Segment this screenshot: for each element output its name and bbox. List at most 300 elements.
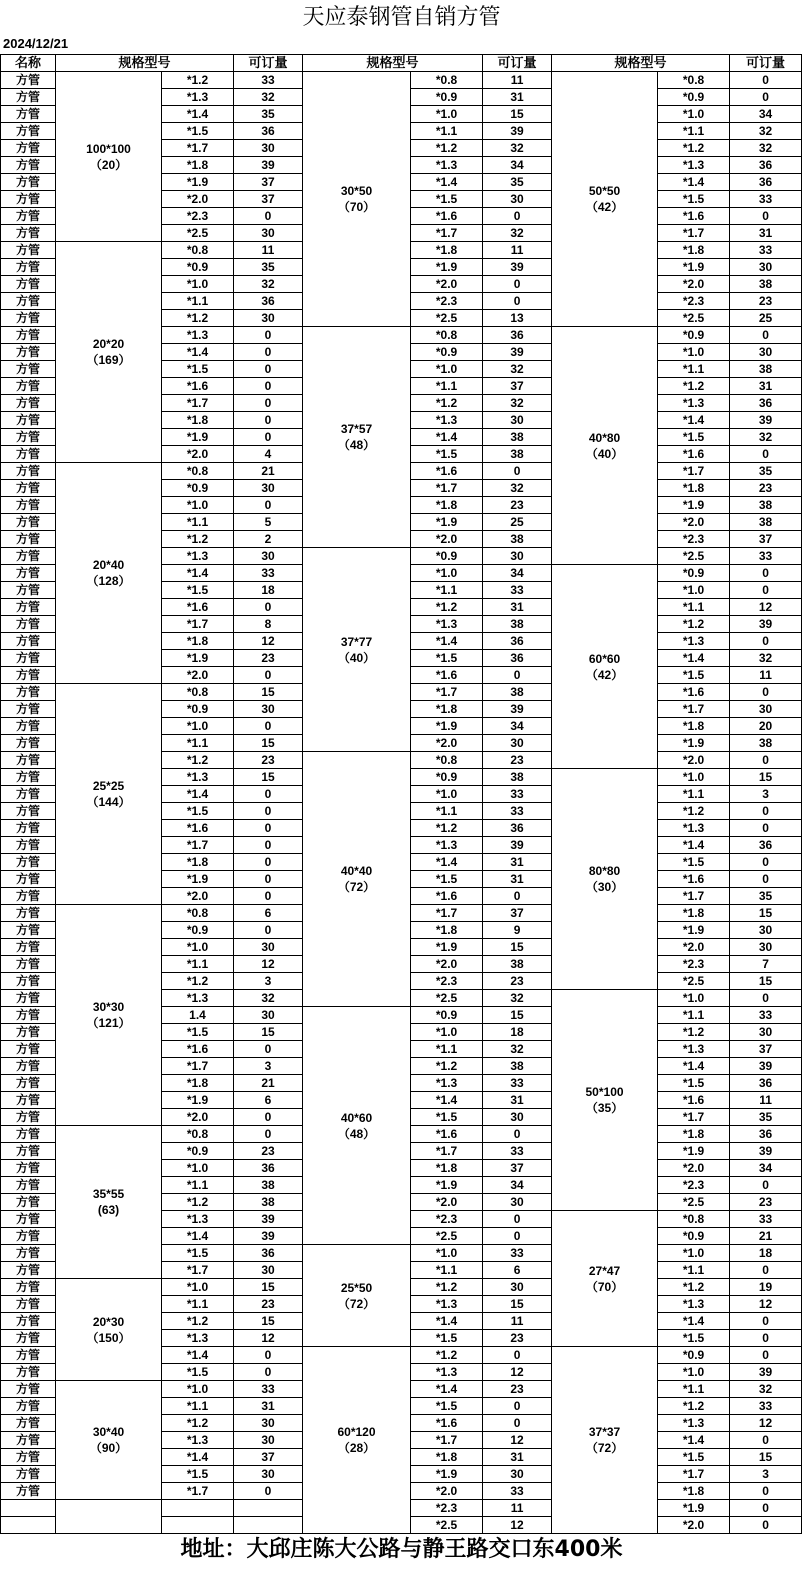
spec-count: （42） [585,200,624,214]
qty-cell: 31 [483,599,552,616]
spec-size: 27*47 [588,1263,621,1278]
thickness-cell: *1.3 [162,769,234,786]
spec-size: 37*57 [340,422,373,436]
qty-cell: 0 [234,395,303,412]
spec-size: 40*60 [340,1110,373,1125]
thickness-cell: *1.2 [658,1024,730,1041]
thickness-cell: *1.0 [162,718,234,735]
qty-cell: 15 [483,106,552,123]
qty-cell: 23 [483,1381,552,1398]
thickness-cell: *1.7 [658,1466,730,1483]
row-label: 方管 [1,752,56,769]
thickness-cell: *1.1 [658,1007,730,1024]
spec-size: 37*37 [588,1425,621,1439]
qty-cell: 0 [483,293,552,310]
qty-cell: 33 [234,565,303,582]
thickness-cell: *2.5 [411,990,483,1007]
qty-cell: 34 [483,565,552,582]
qty-cell: 12 [483,1432,552,1449]
qty-cell: 9 [483,922,552,939]
qty-cell: 37 [730,531,802,548]
qty-cell: 39 [730,616,802,633]
qty-cell: 32 [483,480,552,497]
thickness-cell: *1.5 [162,1364,234,1381]
qty-cell: 35 [234,259,303,276]
thickness-cell: *2.5 [658,973,730,990]
qty-cell: 15 [730,1449,802,1466]
thickness-cell: *1.8 [162,1075,234,1092]
qty-cell: 3 [234,1058,303,1075]
spec-size: 40*80 [588,430,621,445]
qty-cell: 0 [730,327,802,344]
thickness-cell: *1.5 [658,667,730,684]
thickness-cell: *1.7 [162,395,234,412]
qty-cell: 36 [234,293,303,310]
thickness-cell: *1.7 [162,1262,234,1279]
qty-cell: 0 [234,871,303,888]
qty-cell: 32 [483,361,552,378]
qty-cell: 0 [234,922,303,939]
thickness-cell: *1.2 [411,599,483,616]
thickness-cell: *1.9 [162,429,234,446]
qty-cell: 30 [730,1024,802,1041]
thickness-cell: *1.1 [411,803,483,820]
row-label: 方管 [1,1296,56,1313]
thickness-cell: *1.0 [162,1160,234,1177]
empty-qty-cell [234,1517,303,1534]
thickness-cell: *2.3 [411,293,483,310]
qty-cell: 0 [483,1126,552,1143]
qty-cell: 39 [730,412,802,429]
thickness-cell: *0.9 [411,89,483,106]
qty-cell: 37 [234,174,303,191]
row-label: 方管 [1,1483,56,1500]
thickness-cell: *0.9 [162,480,234,497]
thickness-cell: *1.7 [411,1143,483,1160]
thickness-cell: *1.7 [162,1058,234,1075]
qty-cell: 11 [730,667,802,684]
thickness-cell: *1.6 [411,463,483,480]
qty-cell: 39 [483,701,552,718]
qty-cell: 37 [483,378,552,395]
qty-cell: 31 [730,225,802,242]
thickness-cell: *1.8 [658,242,730,259]
row-label: 方管 [1,1041,56,1058]
thickness-cell: *0.8 [162,463,234,480]
thickness-cell: *1.1 [658,361,730,378]
thickness-cell: *0.8 [162,905,234,922]
thickness-cell: *0.9 [162,259,234,276]
spec-group-cell [56,72,162,242]
row-label: 方管 [1,463,56,480]
spec-group-cell [56,684,162,905]
qty-cell: 23 [234,650,303,667]
thickness-cell: *1.2 [162,973,234,990]
row-label: 方管 [1,310,56,327]
qty-cell: 30 [234,939,303,956]
qty-cell: 36 [730,157,802,174]
qty-cell: 11 [483,1500,552,1517]
thickness-cell: *1.9 [411,1466,483,1483]
thickness-cell: *2.3 [162,208,234,225]
thickness-cell: *1.3 [411,1364,483,1381]
header-qty: 可订量 [483,55,552,72]
qty-cell: 30 [234,1262,303,1279]
thickness-cell: *1.4 [162,344,234,361]
thickness-cell: *0.8 [162,684,234,701]
qty-cell: 21 [234,463,303,480]
thickness-cell: *1.0 [411,361,483,378]
row-label: 方管 [1,973,56,990]
thickness-cell: *1.1 [162,1398,234,1415]
qty-cell: 38 [730,514,802,531]
spec-count: （42） [585,667,624,682]
qty-cell: 38 [730,276,802,293]
spec-group-cell [56,1279,162,1381]
thickness-cell: *1.0 [411,106,483,123]
thickness-cell: *1.4 [411,854,483,871]
spec-count: (63) [97,1203,120,1217]
qty-cell: 0 [483,276,552,293]
qty-cell: 35 [730,1109,802,1126]
row-label: 方管 [1,395,56,412]
qty-cell: 23 [730,1194,802,1211]
qty-cell: 36 [730,1075,802,1092]
thickness-cell: *1.0 [411,1245,483,1262]
thickness-cell: *1.4 [658,412,730,429]
spec-group-cell [303,72,411,327]
thickness-cell: *2.0 [658,1160,730,1177]
thickness-cell: *1.1 [658,786,730,803]
qty-cell: 32 [234,990,303,1007]
thickness-cell: *1.8 [162,854,234,871]
row-label: 方管 [1,633,56,650]
qty-cell: 0 [234,888,303,905]
qty-cell: 30 [234,1432,303,1449]
thickness-cell: *1.2 [658,1279,730,1296]
qty-cell: 38 [483,446,552,463]
thickness-cell: *1.3 [162,548,234,565]
qty-cell: 15 [730,973,802,990]
spec-size: 25*25 [92,779,125,793]
qty-cell: 23 [483,752,552,769]
thickness-cell: *0.8 [162,1126,234,1143]
thickness-cell: *1.9 [162,174,234,191]
qty-cell: 30 [234,701,303,718]
qty-cell: 0 [483,1211,552,1228]
qty-cell: 35 [234,106,303,123]
thickness-cell: *2.3 [411,1211,483,1228]
qty-cell: 32 [730,429,802,446]
qty-cell: 30 [234,480,303,497]
thickness-cell: *2.0 [411,1483,483,1500]
thickness-cell: *1.0 [411,1024,483,1041]
row-label: 方管 [1,616,56,633]
thickness-cell: *1.4 [411,1313,483,1330]
thickness-cell: *1.3 [162,89,234,106]
thickness-cell: *0.9 [411,548,483,565]
spec-group-cell [303,327,411,548]
thickness-cell: *1.3 [658,395,730,412]
qty-cell: 11 [730,1092,802,1109]
table-row [1,72,802,89]
header-row [1,55,802,72]
spec-group-cell [56,463,162,684]
spec-count: （40） [337,650,376,665]
qty-cell: 36 [483,820,552,837]
qty-cell: 30 [483,735,552,752]
thickness-cell: *1.6 [658,1092,730,1109]
row-label: 方管 [1,174,56,191]
qty-cell: 0 [234,1483,303,1500]
spec-group-cell [303,548,411,752]
qty-cell: 12 [730,1296,802,1313]
thickness-cell: *1.2 [658,616,730,633]
thickness-cell: *1.8 [411,242,483,259]
thickness-cell: *1.8 [411,1160,483,1177]
qty-cell: 36 [234,123,303,140]
qty-cell: 30 [234,310,303,327]
qty-cell: 0 [234,344,303,361]
qty-cell: 0 [730,803,802,820]
header-spec: 规格型号 [303,55,483,72]
spec-group-cell [303,1007,411,1245]
qty-cell: 15 [730,905,802,922]
spec-count: （90） [89,1441,128,1455]
thickness-cell: *1.9 [658,497,730,514]
thickness-cell: *1.2 [162,1313,234,1330]
qty-cell: 20 [730,718,802,735]
thickness-cell: *1.8 [658,718,730,735]
qty-cell: 0 [730,1483,802,1500]
thickness-cell: *1.8 [162,633,234,650]
qty-cell: 0 [234,497,303,514]
thickness-cell: *1.9 [658,259,730,276]
spec-count: （72） [585,1441,624,1455]
qty-cell: 15 [483,939,552,956]
qty-cell: 31 [730,378,802,395]
row-label: 方管 [1,803,56,820]
qty-cell: 13 [483,310,552,327]
thickness-cell: *2.0 [658,1517,730,1534]
address: 地址：大邱庄陈大公路与静王路交口东400米 [180,1537,623,1562]
thickness-cell: *1.7 [658,701,730,718]
thickness-cell: *0.9 [411,344,483,361]
thickness-cell: *1.4 [162,786,234,803]
spec-count: （121） [86,1016,131,1030]
thickness-cell: *1.6 [411,1415,483,1432]
qty-cell: 18 [234,582,303,599]
qty-cell: 0 [483,667,552,684]
thickness-cell: *1.6 [658,208,730,225]
qty-cell: 32 [730,140,802,157]
qty-cell: 8 [234,616,303,633]
thickness-cell: *1.2 [658,803,730,820]
thickness-cell: *2.0 [658,752,730,769]
thickness-cell: *1.6 [411,888,483,905]
thickness-cell: *1.4 [162,1228,234,1245]
qty-cell: 15 [234,1279,303,1296]
qty-cell: 23 [234,1296,303,1313]
qty-cell: 36 [730,837,802,854]
thickness-cell: *1.2 [658,140,730,157]
thickness-cell: *1.3 [658,1041,730,1058]
spec-size: 40*40 [340,864,373,878]
row-label: 方管 [1,157,56,174]
qty-cell: 33 [730,1211,802,1228]
thickness-cell: *1.9 [411,259,483,276]
qty-cell: 0 [234,1347,303,1364]
thickness-cell: *1.1 [162,735,234,752]
thickness-cell: *1.6 [411,1126,483,1143]
thickness-cell: 1.4 [162,1007,234,1024]
thickness-cell: *1.8 [658,905,730,922]
row-label: 方管 [1,1177,56,1194]
row-label: 方管 [1,1262,56,1279]
header-spec: 规格型号 [552,55,730,72]
row-label: 方管 [1,480,56,497]
qty-cell: 21 [234,1075,303,1092]
qty-cell: 30 [730,939,802,956]
qty-cell: 30 [730,922,802,939]
thickness-cell: *1.9 [658,1143,730,1160]
qty-cell: 0 [234,854,303,871]
thickness-cell: *1.1 [658,123,730,140]
row-label: 方管 [1,1398,56,1415]
thickness-cell: *1.5 [162,1245,234,1262]
qty-cell: 0 [234,1041,303,1058]
qty-cell: 34 [730,1160,802,1177]
row-label: 方管 [1,327,56,344]
qty-cell: 0 [730,582,802,599]
thickness-cell: *2.0 [162,446,234,463]
qty-cell: 30 [483,1109,552,1126]
thickness-cell: *2.0 [162,1109,234,1126]
row-label: 方管 [1,1381,56,1398]
header-name: 名称 [1,55,56,72]
qty-cell: 15 [483,1296,552,1313]
qty-cell: 39 [234,157,303,174]
thickness-cell: *1.2 [162,72,234,89]
qty-cell: 36 [483,650,552,667]
qty-cell: 34 [730,106,802,123]
qty-cell: 3 [730,1466,802,1483]
spec-count: （72） [337,1296,376,1311]
qty-cell: 33 [234,72,303,89]
thickness-cell: *2.3 [658,531,730,548]
row-label: 方管 [1,1143,56,1160]
row-label: 方管 [1,1279,56,1296]
thickness-cell: *1.9 [411,939,483,956]
thickness-cell: *1.5 [658,1449,730,1466]
thickness-cell: *2.3 [411,1500,483,1517]
thickness-cell: *1.1 [411,582,483,599]
qty-cell: 30 [234,1466,303,1483]
qty-cell: 0 [730,1330,802,1347]
qty-cell: 35 [730,888,802,905]
row-label: 方管 [1,242,56,259]
row-label: 方管 [1,72,56,89]
thickness-cell: *1.5 [162,123,234,140]
thickness-cell: *1.1 [411,1262,483,1279]
qty-cell: 36 [483,633,552,650]
inventory-table-body [1,55,802,1534]
spec-count: （35） [585,1101,624,1115]
row-label: 方管 [1,1007,56,1024]
qty-cell: 33 [483,786,552,803]
qty-cell: 0 [483,463,552,480]
row-label: 方管 [1,208,56,225]
qty-cell: 39 [730,1364,802,1381]
row-label: 方管 [1,514,56,531]
qty-cell: 30 [483,1279,552,1296]
spec-size: 60*120 [337,1425,376,1439]
thickness-cell: *1.9 [658,735,730,752]
page-title: 天应泰钢管自销方管 [302,5,501,30]
thickness-cell: *1.6 [162,599,234,616]
thickness-cell: *1.4 [162,565,234,582]
qty-cell: 31 [483,871,552,888]
qty-cell: 37 [234,191,303,208]
qty-cell: 15 [483,1007,552,1024]
thickness-cell: *1.2 [411,1279,483,1296]
qty-cell: 38 [483,616,552,633]
thickness-cell: *1.4 [658,650,730,667]
spec-count: （169） [86,353,131,367]
thickness-cell: *1.7 [658,225,730,242]
spec-count: （72） [337,880,376,894]
row-label: 方管 [1,276,56,293]
empty-thickness-cell [162,1517,234,1534]
spec-count: （144） [86,795,131,809]
row-label: 方管 [1,956,56,973]
qty-cell: 15 [730,769,802,786]
thickness-cell: *2.5 [658,1194,730,1211]
qty-cell: 39 [483,837,552,854]
qty-cell: 25 [483,514,552,531]
row-label: 方管 [1,769,56,786]
thickness-cell: *1.7 [162,616,234,633]
thickness-cell: *1.1 [411,123,483,140]
thickness-cell: *1.4 [411,633,483,650]
qty-cell: 0 [483,888,552,905]
thickness-cell: *1.6 [162,820,234,837]
thickness-cell: *1.1 [162,1296,234,1313]
row-label: 方管 [1,837,56,854]
qty-cell: 39 [483,123,552,140]
thickness-cell: *0.9 [658,327,730,344]
qty-cell: 18 [483,1024,552,1041]
qty-cell: 31 [483,1092,552,1109]
thickness-cell: *0.9 [162,701,234,718]
header-qty: 可订量 [234,55,303,72]
thickness-cell: *1.4 [658,837,730,854]
thickness-cell: *1.0 [411,786,483,803]
row-label: 方管 [1,1245,56,1262]
thickness-cell: *1.5 [411,871,483,888]
thickness-cell: *1.5 [411,446,483,463]
thickness-cell: *1.5 [658,191,730,208]
qty-cell: 36 [234,1245,303,1262]
qty-cell: 12 [730,599,802,616]
row-label: 方管 [1,1075,56,1092]
thickness-cell: *1.3 [162,990,234,1007]
thickness-cell: *1.7 [411,1432,483,1449]
row-label: 方管 [1,854,56,871]
thickness-cell: *1.7 [162,140,234,157]
row-label: 方管 [1,378,56,395]
thickness-cell: *1.0 [162,939,234,956]
